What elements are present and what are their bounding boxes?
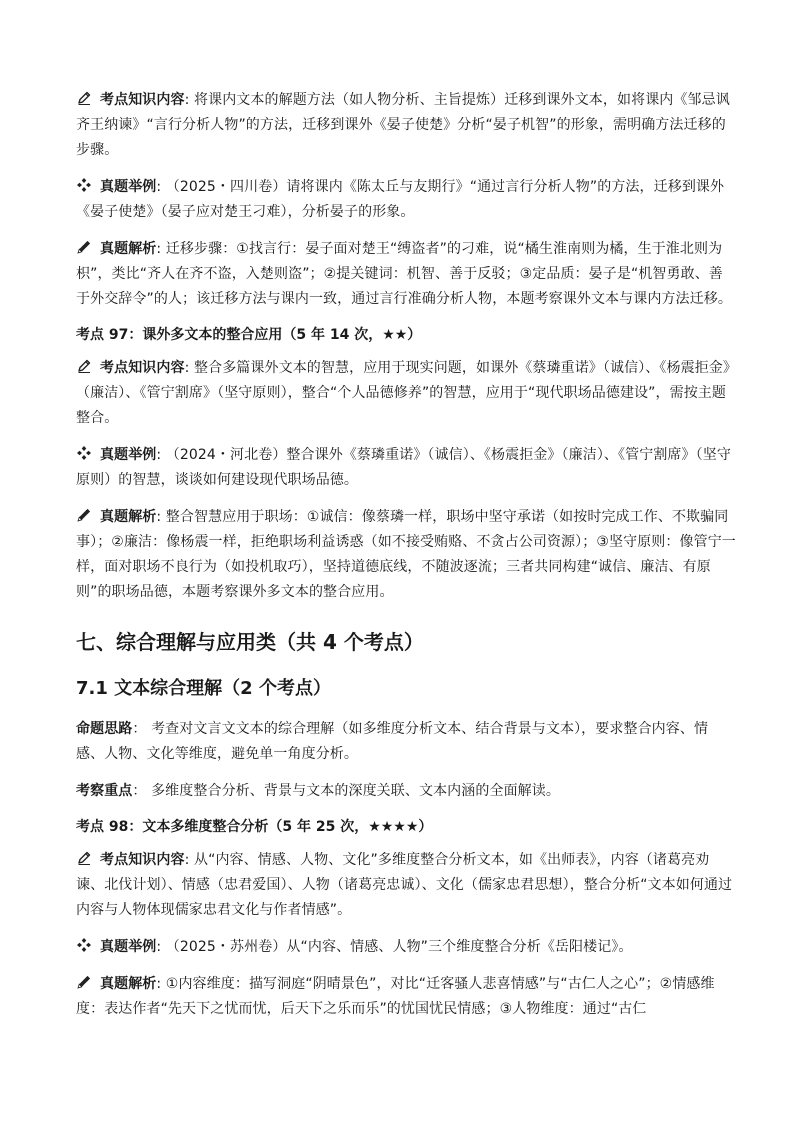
label-separator: : bbox=[156, 509, 162, 525]
paragraph-label: 真题解析 bbox=[100, 976, 157, 992]
pencil-icon bbox=[76, 358, 92, 374]
knowledge-paragraph bbox=[76, 848, 736, 923]
paragraph-label: 考点知识内容 bbox=[100, 360, 185, 376]
paragraph-label: 考察重点 bbox=[76, 783, 133, 799]
diamond-cluster-icon bbox=[76, 937, 92, 953]
paragraph-label: 考点知识内容 bbox=[100, 92, 185, 108]
example-paragraph bbox=[76, 175, 736, 225]
label-separator: ： bbox=[132, 721, 147, 737]
example-paragraph bbox=[76, 443, 736, 493]
analysis-paragraph bbox=[76, 505, 736, 605]
exam-point-title: 考点 98：文本多维度整合分析（5 年 25 次，★★★★） bbox=[76, 819, 433, 835]
label-separator: : bbox=[156, 976, 162, 992]
paragraph-text: （2024・河北卷）整合课外《蔡璘重诺》（诚信）、《杨震拒金》（廉洁）、《管宁割席》（坚守原则）的智慧，谈谈如何建设现代职场品德。 bbox=[76, 447, 731, 488]
analysis-paragraph bbox=[76, 237, 736, 312]
pen-icon bbox=[76, 974, 92, 990]
paragraph-text: 整合智慧应用于职场：①诚信：像蔡璘一样，职场中坚守承诺（如按时完成工作、不欺骗同事）；②廉洁：像杨震一样，拒绝职场利益诱惑（如不接受贿赂、不贪占公司资源）；③坚守原则：像管宁一样，面对职场不良行为（如投机取巧），坚持道德底线，不随波逐流；三者共同构建“诚信、廉洁、有原则”的职场品德，本题考察课外多文本的整合应用。 bbox=[76, 509, 736, 600]
paragraph-text: 将课内文本的解题方法（如人物分析、主旨提炼）迁移到课外文本，如将课内《邹忌讽齐王纳谏》“言行分析人物”的方法，迁移到课外《晏子使楚》分析“晏子机智”的形象，需明确方法迁移的步骤。 bbox=[76, 92, 730, 158]
info-paragraph bbox=[76, 717, 736, 767]
label-separator: : bbox=[184, 92, 190, 108]
paragraph-label: 真题解析 bbox=[100, 241, 157, 257]
knowledge-paragraph bbox=[76, 88, 736, 163]
paragraph-text: 从“内容、情感、人物、文化”多维度整合分析文本，如《出师表》，内容（诸葛亮劝谏、北伐计划）、情感（忠君爱国）、人物（诸葛亮忠诚）、文化（儒家忠君思想），整合分析“文本如何通过内容与人物体现儒家忠君文化与作者情感”。 bbox=[76, 852, 733, 918]
pen-icon bbox=[76, 239, 92, 255]
label-separator: : bbox=[156, 179, 162, 195]
paragraph-text: （2025・苏州卷）从“内容、情感、人物”三个维度整合分析《岳阳楼记》。 bbox=[165, 939, 633, 955]
example-paragraph bbox=[76, 935, 736, 960]
exam-point-title: 考点 97：课外多文本的整合应用（5 年 14 次，★★） bbox=[76, 327, 422, 343]
pencil-icon bbox=[76, 850, 92, 866]
knowledge-paragraph bbox=[76, 356, 736, 431]
analysis-paragraph bbox=[76, 972, 736, 1022]
pen-icon bbox=[76, 507, 92, 523]
section-heading: 七、综合理解与应用类（共 4 个考点） bbox=[76, 630, 424, 654]
paragraph-label: 命题思路 bbox=[76, 721, 133, 737]
paragraph-text: 整合多篇课外文本的智慧，应用于现实问题，如课外《蔡璘重诺》（诚信）、《杨震拒金》（廉洁）、《管宁割席》（坚守原则），整合“个人品德修养”的智慧，应用于“现代职场品德建设”，需按主题整合。 bbox=[76, 360, 730, 426]
paragraph-label: 考点知识内容 bbox=[100, 852, 185, 868]
paragraph-text: （2025・四川卷）请将课内《陈太丘与友期行》“通过言行分析人物”的方法，迁移到课外《晏子使楚》（晏子应对楚王刁难），分析晏子的形象。 bbox=[76, 179, 725, 220]
diamond-cluster-icon bbox=[76, 445, 92, 461]
label-separator: : bbox=[184, 360, 190, 376]
paragraph-text: 迁移步骤：①找言行：晏子面对楚王“缚盗者”的刁难，说“橘生淮南则为橘，生于淮北则为枳”，类比“齐人在齐不盗，入楚则盗”；②提关键词：机智、善于反驳；③定品质：晏子是“机智勇敢、善于外交辞令”的人；该迁移方法与课内一致，通过言行准确分析人物，本题考察课外文本与课内方法迁移。 bbox=[76, 241, 732, 307]
pencil-icon bbox=[76, 90, 92, 106]
paragraph-label: 真题举例 bbox=[100, 939, 157, 955]
label-separator: : bbox=[156, 939, 162, 955]
diamond-cluster-icon bbox=[76, 177, 92, 193]
paragraph-label: 真题解析 bbox=[100, 509, 157, 525]
paragraph-label: 真题举例 bbox=[100, 447, 157, 463]
paragraph-text: ①内容维度：描写洞庭“阴晴景色”，对比“迁客骚人悲喜情感”与“古仁人之心”；②情感维度：表达作者“先天下之忧而忧，后天下之乐而乐”的忧国忧民情感；③人物维度：通过“古仁 bbox=[76, 976, 715, 1017]
info-paragraph bbox=[76, 779, 736, 804]
label-separator: : bbox=[184, 852, 190, 868]
paragraph-text: 多维度整合分析、背景与文本的深度关联、文本内涵的全面解读。 bbox=[151, 783, 560, 799]
paragraph-text: 考查对文言文文本的综合理解（如多维度分析文本、结合背景与文本），要求整合内容、情感、人物、文化等维度，避免单一角度分析。 bbox=[76, 721, 709, 762]
subsection-heading: 7.1 文本综合理解（2 个考点） bbox=[76, 678, 331, 699]
paragraph-label: 真题举例 bbox=[100, 179, 157, 195]
label-separator: : bbox=[156, 447, 162, 463]
label-separator: : bbox=[156, 241, 162, 257]
document-body bbox=[76, 88, 736, 1022]
label-separator: ： bbox=[132, 783, 147, 799]
